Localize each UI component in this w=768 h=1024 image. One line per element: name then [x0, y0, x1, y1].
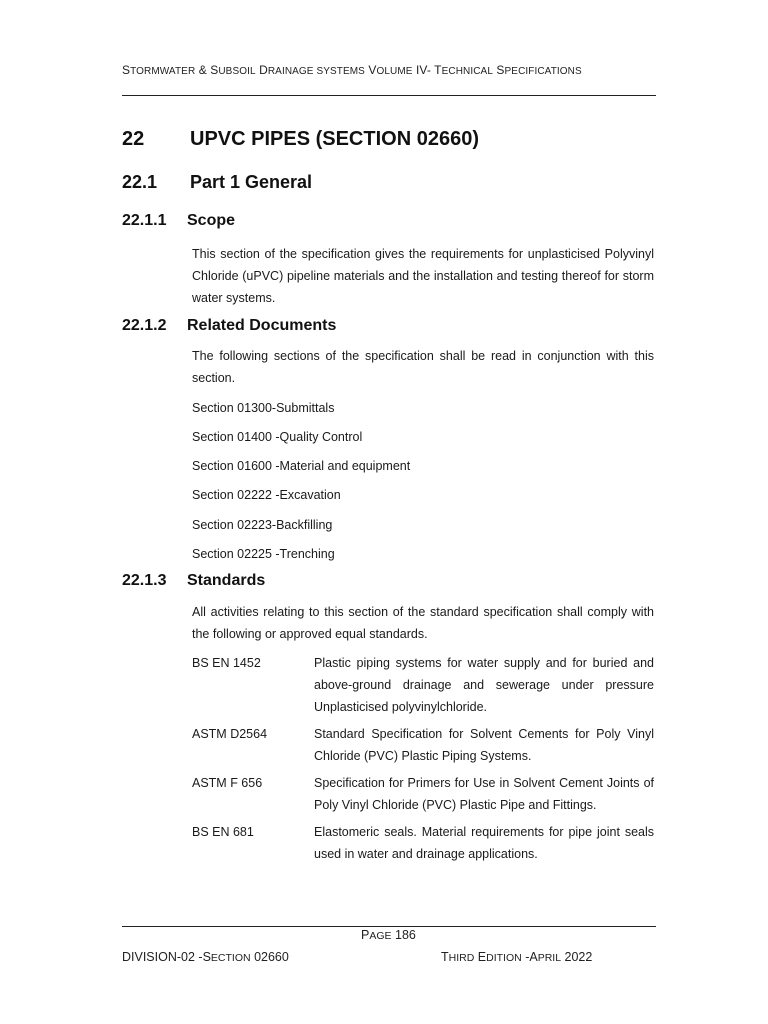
related-item: Section 01400 -Quality Control: [192, 430, 363, 444]
page-number: PAGE 186: [361, 928, 416, 942]
header-rule: [122, 95, 656, 96]
related-item: Section 02223-Backfilling: [192, 518, 333, 532]
scope-text: This section of the specification gives the requirements for unplasticised Polyvinyl Chloride (uPVC) pipeline materials and the installation and testing thereof for storm water systems.: [192, 247, 654, 305]
related-item: Section 02222 -Excavation: [192, 488, 341, 502]
running-header: STORMWATER & SUBSOIL DRAINAGE SYSTEMS VOLUME IV- TECHNICAL SPECIFICATIONS: [122, 63, 582, 77]
standard-code: BS EN 681: [192, 825, 254, 839]
standards-number: 22.1.3: [122, 572, 167, 589]
standard-description: Standard Specification for Solvent Cements for Poly Vinyl Chloride (PVC) Plastic Piping Systems.: [314, 727, 654, 763]
footer-rule: [122, 926, 656, 927]
related-title: Related Documents: [187, 317, 337, 334]
part-title: Part 1 General: [190, 172, 313, 192]
standard-code: ASTM F 656: [192, 776, 263, 790]
standard-description: Specification for Primers for Use in Solvent Cement Joints of Poly Vinyl Chloride (PVC) Plastic Pipe and Fittings.: [314, 776, 654, 812]
related-number: 22.1.2: [122, 317, 167, 334]
scope-heading: [122, 212, 235, 230]
part-heading: [122, 172, 312, 193]
standards-heading: [122, 572, 265, 590]
scope-number: 22.1.1: [122, 212, 167, 229]
standard-code: ASTM D2564: [192, 727, 268, 741]
standards-intro: All activities relating to this section of the standard specification shall comply with the following or approved equal standards.: [192, 605, 654, 641]
standards-title: Standards: [187, 572, 266, 589]
standard-code: BS EN 1452: [192, 656, 261, 670]
footer-division: DIVISION-02 -SECTION 02660: [122, 950, 289, 964]
standard-description: Elastomeric seals. Material requirements for pipe joint seals used in water and drainage applications.: [314, 825, 654, 861]
related-item: Section 02225 -Trenching: [192, 547, 335, 561]
standard-description: Plastic piping systems for water supply and for buried and above-ground drainage and sewerage under pressure Unplasticised polyvinylchloride.: [314, 656, 654, 714]
part-number: 22.1: [122, 172, 158, 192]
related-intro: The following sections of the specification shall be read in conjunction with this section.: [192, 349, 654, 385]
footer-edition: THIRD EDITION -APRIL 2022: [441, 950, 593, 964]
section-number: 22: [122, 128, 145, 150]
section-heading: [122, 128, 479, 151]
section-title: UPVC PIPES (SECTION 02660): [190, 128, 479, 150]
scope-title: Scope: [187, 212, 236, 229]
related-item: Section 01600 -Material and equipment: [192, 459, 411, 473]
related-item: Section 01300-Submittals: [192, 401, 335, 415]
related-documents-heading: [122, 317, 336, 335]
